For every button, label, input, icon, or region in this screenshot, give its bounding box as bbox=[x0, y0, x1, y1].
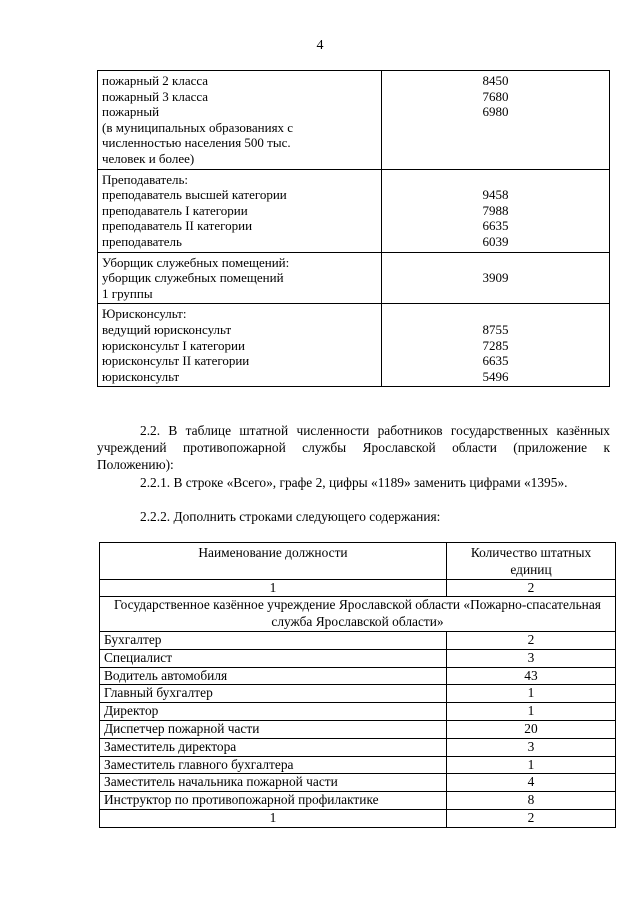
page-number: 4 bbox=[316, 38, 324, 53]
salary-value: 6635 bbox=[482, 353, 509, 369]
column-number-2: 2 bbox=[447, 579, 616, 597]
table-row bbox=[100, 703, 616, 721]
staff-count: 1 bbox=[447, 703, 616, 721]
staff-count: 3 bbox=[447, 649, 616, 667]
position-line: юрисконсульт I категории bbox=[102, 337, 245, 353]
table-row bbox=[100, 738, 616, 756]
footer-number-1: 1 bbox=[100, 809, 447, 827]
staff-count: 4 bbox=[447, 774, 616, 792]
salary-value bbox=[382, 255, 609, 271]
position-name: Заместитель начальника пожарной части bbox=[100, 774, 447, 792]
salary-value: 3909 bbox=[482, 270, 509, 286]
position-cell bbox=[98, 304, 382, 387]
salary-value: 5496 bbox=[482, 368, 509, 384]
salary-value: 7680 bbox=[482, 88, 509, 104]
position-line: пожарный 3 класса bbox=[102, 88, 209, 104]
position-line: преподаватель bbox=[102, 233, 182, 249]
position-cell bbox=[98, 252, 382, 304]
salary-value bbox=[382, 135, 609, 151]
salary-value: 7285 bbox=[482, 337, 509, 353]
salary-value bbox=[382, 306, 609, 322]
organization-row bbox=[100, 597, 616, 632]
position-line: человек и более) bbox=[102, 150, 195, 166]
salary-value: 8450 bbox=[482, 73, 509, 88]
table-row bbox=[98, 71, 610, 170]
salary-value: 8755 bbox=[482, 321, 509, 337]
salary-value: 9458 bbox=[482, 187, 509, 203]
table-row bbox=[100, 649, 616, 667]
position-line: Юрисконсульт: bbox=[102, 306, 187, 322]
position-line: численностью населения 500 тыс. bbox=[102, 135, 291, 151]
table-row bbox=[100, 756, 616, 774]
table-row bbox=[100, 792, 616, 810]
position-name: Водитель автомобиля bbox=[100, 667, 447, 685]
position-line: юрисконсульт bbox=[102, 368, 180, 384]
organization-name: Государственное казённое учреждение Ярославской области «Пожарно-спасательная служба Ярославской области» bbox=[100, 597, 616, 632]
position-name: Директор bbox=[100, 703, 447, 721]
salary-cell bbox=[382, 304, 610, 387]
staff-count: 1 bbox=[447, 756, 616, 774]
position-name: Специалист bbox=[100, 649, 447, 667]
table-row bbox=[98, 304, 610, 387]
salary-cell bbox=[382, 169, 610, 252]
table-row bbox=[100, 667, 616, 685]
table-row bbox=[100, 720, 616, 738]
column-number-row bbox=[100, 579, 616, 597]
position-line: преподаватель I категории bbox=[102, 202, 248, 218]
staff-count: 3 bbox=[447, 738, 616, 756]
footer-number-row bbox=[100, 809, 616, 827]
position-name: Заместитель директора bbox=[100, 738, 447, 756]
staff-count-table bbox=[99, 542, 616, 828]
position-name: Инструктор по противопожарной профилактике bbox=[100, 792, 447, 810]
table-row bbox=[100, 631, 616, 649]
salary-value: 6039 bbox=[482, 233, 509, 249]
salary-value bbox=[382, 286, 609, 302]
position-name: Диспетчер пожарной части bbox=[100, 720, 447, 738]
salary-cell bbox=[382, 71, 610, 170]
position-line: ведущий юрисконсульт bbox=[102, 321, 232, 337]
position-cell bbox=[98, 169, 382, 252]
salary-value bbox=[382, 172, 609, 188]
salary-table bbox=[97, 70, 610, 387]
position-line: пожарный bbox=[102, 104, 160, 120]
salary-value bbox=[382, 151, 609, 167]
paragraph-2-2: 2.2. В таблице штатной численности работников государственных казённых учреждений противопожарной службы Ярославской области (приложение к Положению): bbox=[97, 423, 610, 472]
table-row bbox=[98, 252, 610, 304]
paragraph-2-2-2: 2.2.2. Дополнить строками следующего содержания: bbox=[140, 509, 441, 524]
position-cell bbox=[98, 71, 382, 170]
salary-value: 7988 bbox=[482, 202, 509, 218]
position-line: преподаватель II категории bbox=[102, 218, 253, 234]
table-header-row bbox=[100, 543, 616, 580]
position-line: пожарный 2 класса bbox=[102, 73, 209, 88]
staff-count: 20 bbox=[447, 720, 616, 738]
header-staff-count: Количество штатных единиц bbox=[447, 543, 616, 580]
table-row bbox=[98, 169, 610, 252]
footer-number-2: 2 bbox=[447, 809, 616, 827]
salary-value bbox=[382, 120, 609, 136]
salary-value: 6980 bbox=[482, 104, 509, 120]
position-name: Заместитель главного бухгалтера bbox=[100, 756, 447, 774]
salary-cell bbox=[382, 252, 610, 304]
position-name: Главный бухгалтер bbox=[100, 685, 447, 703]
column-number-1: 1 bbox=[100, 579, 447, 597]
position-line: (в муниципальных образованиях с bbox=[102, 119, 294, 135]
staff-count: 43 bbox=[447, 667, 616, 685]
table-row bbox=[100, 774, 616, 792]
paragraph-2-2-1: 2.2.1. В строке «Всего», графе 2, цифры «1189» заменить цифрами «1395». bbox=[140, 475, 568, 490]
header-position-name: Наименование должности bbox=[100, 543, 447, 580]
position-line: 1 группы bbox=[102, 285, 153, 301]
position-line: уборщик служебных помещений bbox=[102, 270, 284, 286]
position-line: Преподаватель: bbox=[102, 171, 189, 187]
salary-value: 6635 bbox=[482, 218, 509, 234]
position-line: юрисконсульт II категории bbox=[102, 353, 250, 369]
table-row bbox=[100, 685, 616, 703]
staff-count: 1 bbox=[447, 685, 616, 703]
position-name: Бухгалтер bbox=[100, 631, 447, 649]
staff-count: 2 bbox=[447, 631, 616, 649]
staff-count: 8 bbox=[447, 792, 616, 810]
position-line: преподаватель высшей категории bbox=[102, 187, 287, 203]
position-line: Уборщик служебных помещений: bbox=[102, 254, 290, 270]
